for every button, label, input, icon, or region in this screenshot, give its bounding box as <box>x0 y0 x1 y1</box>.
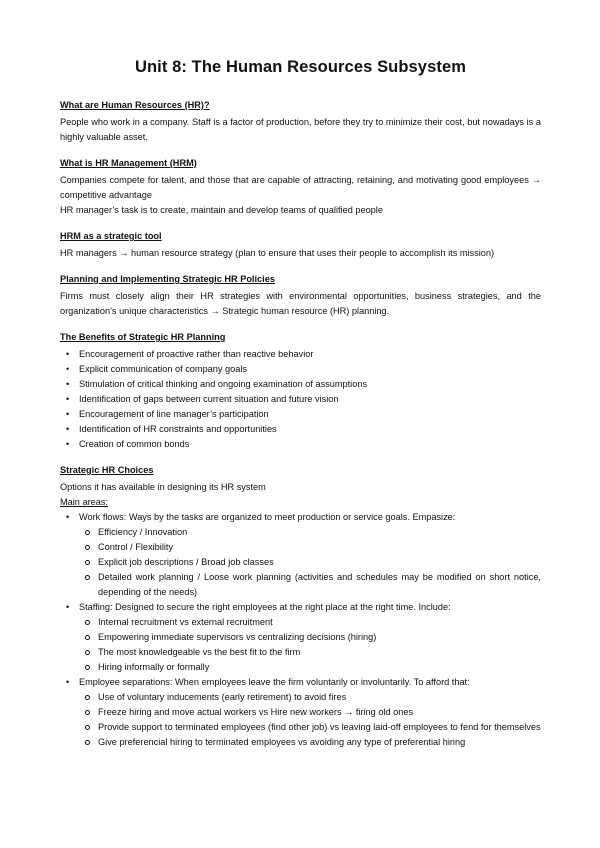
area-label: Work flows: Ways by the tasks are organized to meet production or service goals. Empasize: <box>79 512 456 522</box>
sub-list <box>60 525 541 600</box>
benefits-list <box>60 347 541 452</box>
sub-list <box>60 690 541 750</box>
section-text: HR managers → human resource strategy (plan to ensure that uses their people to accomplish its mission) <box>60 248 495 258</box>
sub-list-item: Hiring informally or formally <box>60 660 541 675</box>
section-heading: What are Human Resources (HR)? <box>60 100 210 110</box>
section-hr-choices <box>60 464 541 750</box>
list-item: • Stimulation of critical thinking and ongoing examination of assumptions <box>60 377 541 392</box>
sub-list-item: Control / Flexibility <box>60 540 541 555</box>
page-title: Unit 8: The Human Resources Subsystem <box>134 58 467 76</box>
area-label: Employee separations: When employees leave the firm voluntarily or involuntarily. To afford that: <box>79 677 470 687</box>
sub-list <box>60 615 541 675</box>
area-label: Staffing: Designed to secure the right employees at the right place at the right time. Include: <box>79 602 451 612</box>
section-benefits <box>60 331 541 452</box>
section-text: Companies compete for talent, and those that are capable of attracting, retaining, and motivating good employees → competitive advantage <box>60 175 541 200</box>
section-intro: Options it has available in designing its HR system <box>60 482 266 492</box>
section-what-is-hrm <box>60 157 541 218</box>
section-text: Firms must closely align their HR strategies with environmental opportunities, business strategies, and the organization’s unique characteristics → Strategic human resource (HR) planning. <box>60 291 541 316</box>
section-strategic-tool <box>60 230 541 261</box>
sub-list-item: Freeze hiring and move actual workers vs Hire new workers → firing old ones <box>60 705 541 720</box>
sub-list-item: The most knowledgeable vs the best fit to the firm <box>60 645 541 660</box>
section-heading: Strategic HR Choices <box>60 465 154 475</box>
areas-list <box>60 510 541 750</box>
section-what-are-hr <box>60 99 541 145</box>
sub-list-item: Use of voluntary inducements (early retirement) to avoid fires <box>60 690 541 705</box>
list-item: • Identification of HR constraints and opportunities <box>60 422 541 437</box>
sub-list-item: Explicit job descriptions / Broad job classes <box>60 555 541 570</box>
list-item: • Creation of common bonds <box>60 437 541 452</box>
section-planning <box>60 273 541 319</box>
section-heading: Planning and Implementing Strategic HR Policies <box>60 274 275 284</box>
area-item-staffing <box>60 600 541 675</box>
area-item-work-flows <box>60 510 541 600</box>
sub-list-item: Empowering immediate supervisors vs centralizing decisions (hiring) <box>60 630 541 645</box>
list-item: • Encouragement of line manager’s participation <box>60 407 541 422</box>
sub-list-item: Detailed work planning / Loose work planning (activities and schedules may be modified on short notice, depending of the needs) <box>60 570 541 600</box>
section-text: People who work in a company. Staff is a factor of production, before they try to minimize their cost, but nowadays is a highly valuable asset. <box>60 117 541 142</box>
section-heading: HRM as a strategic tool <box>60 231 162 241</box>
area-item-employee-separations <box>60 675 541 750</box>
sub-list-item: Give preferencial hiring to terminated employees vs avoiding any type of preferential hiring <box>60 735 541 750</box>
sub-list-item: Efficiency / Innovation <box>60 525 541 540</box>
main-areas-label: Main areas: <box>60 497 109 507</box>
list-item: • Identification of gaps between current situation and future vision <box>60 392 541 407</box>
list-item: • Explicit communication of company goals <box>60 362 541 377</box>
document-page <box>60 58 541 762</box>
section-heading: What is HR Management (HRM) <box>60 158 197 168</box>
sub-list-item: Internal recruitment vs external recruitment <box>60 615 541 630</box>
section-heading: The Benefits of Strategic HR Planning <box>60 332 226 342</box>
sub-list-item: Provide support to terminated employees (find other job) vs leaving laid-off employees to fend for themselves <box>60 720 541 735</box>
section-text: HR manager’s task is to create, maintain and develop teams of qualified people <box>60 205 383 215</box>
list-item: • Encouragement of proactive rather than reactive behavior <box>60 347 541 362</box>
